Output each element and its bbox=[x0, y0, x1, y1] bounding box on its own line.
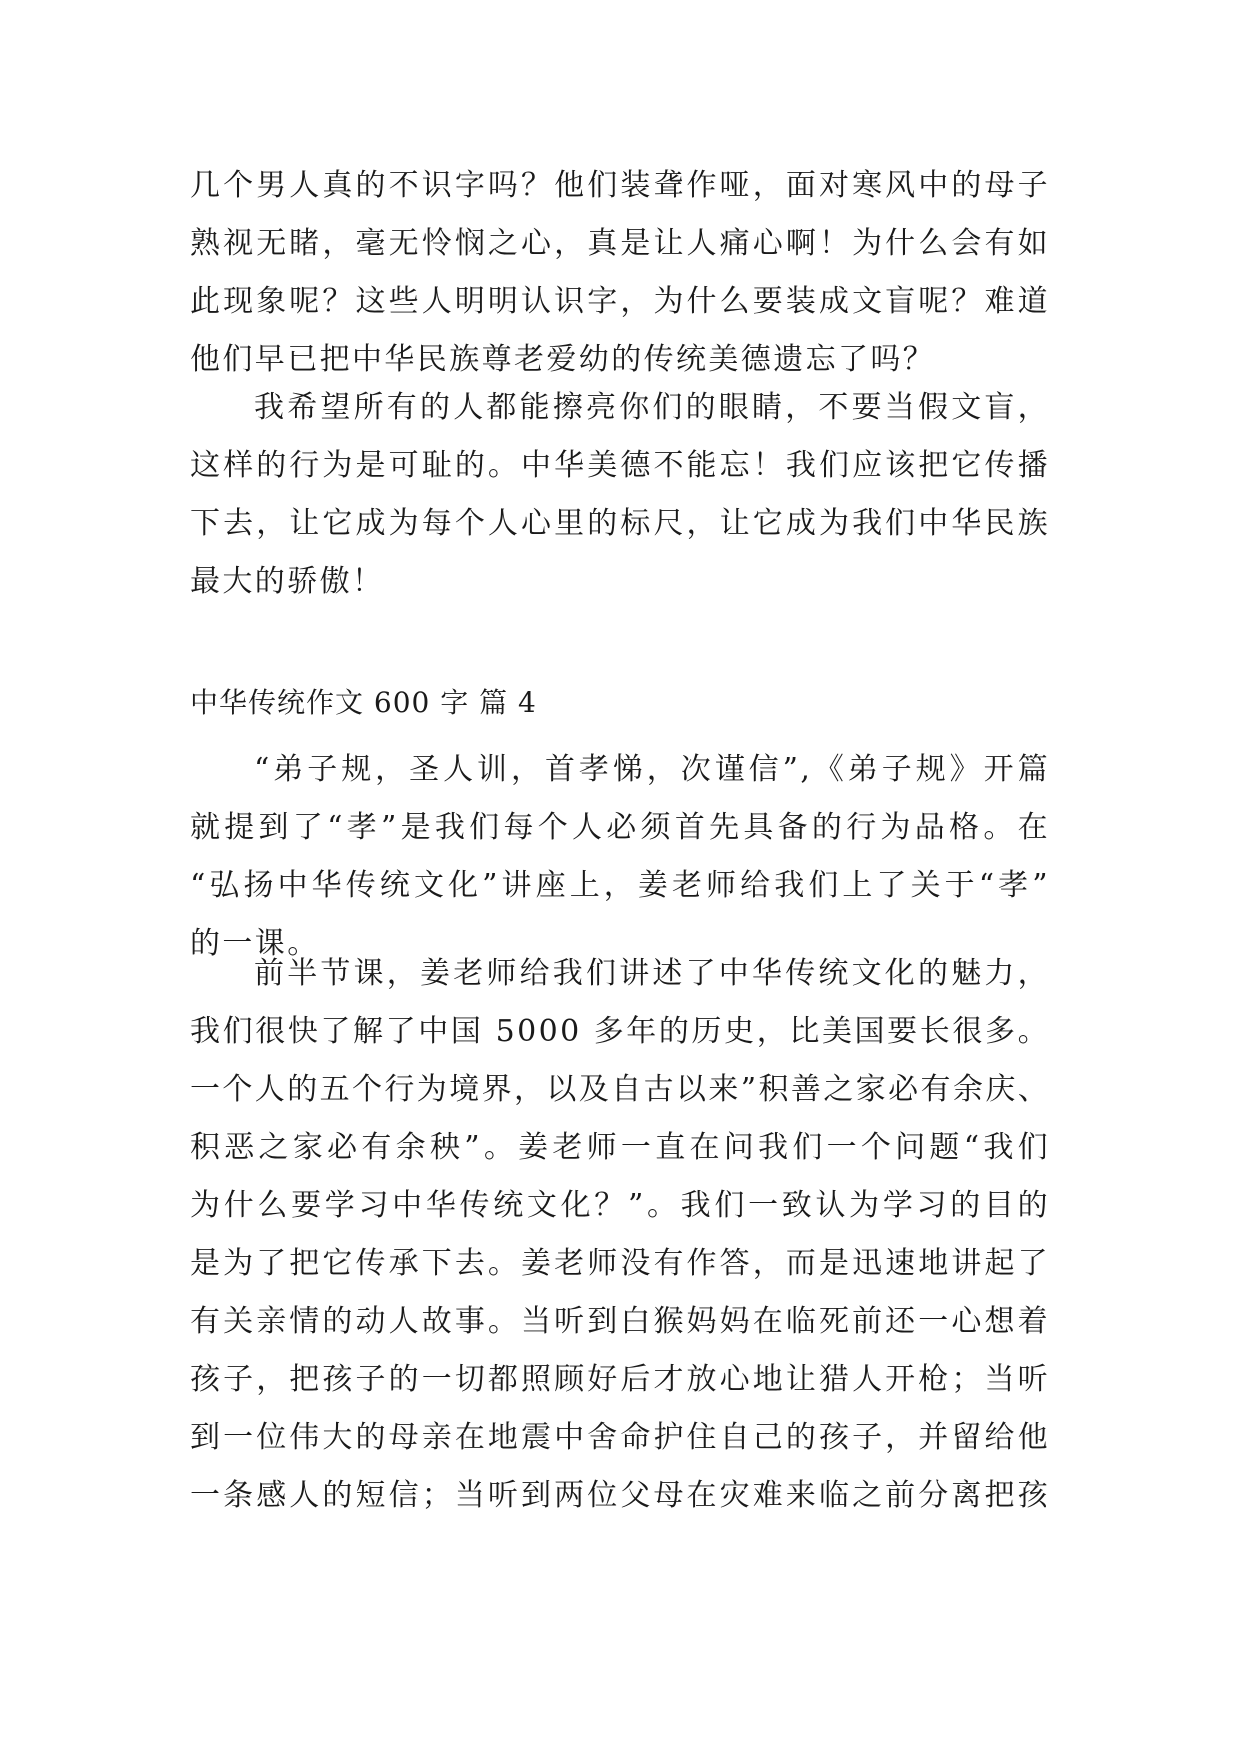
paragraph-line: 几个男人真的不识字吗？他们装聋作哑，面对寒风中的母子 bbox=[190, 168, 1050, 203]
paragraph-line: 到一位伟大的母亲在地震中舍命护住自己的孩子，并留给他 bbox=[190, 1420, 1050, 1455]
paragraph-line: 前半节课，姜老师给我们讲述了中华传统文化的魅力， bbox=[254, 956, 1050, 991]
paragraph-line: 最大的骄傲！ bbox=[190, 564, 385, 599]
paragraph-line: 是为了把它传承下去。姜老师没有作答，而是迅速地讲起了 bbox=[190, 1246, 1050, 1281]
paragraph-line: “弘扬中华传统文化”讲座上，姜老师给我们上了关于“孝” bbox=[190, 868, 1050, 903]
paragraph-line: 就提到了“孝”是我们每个人必须首先具备的行为品格。在 bbox=[190, 810, 1050, 845]
paragraph-line: 我们很快了解了中国 5000 多年的历史，比美国要长很多。 bbox=[190, 1014, 1050, 1049]
paragraph-1 bbox=[190, 157, 1050, 389]
paragraph-3 bbox=[190, 741, 1050, 973]
paragraph-line: 下去，让它成为每个人心里的标尺，让它成为我们中华民族 bbox=[190, 506, 1050, 541]
paragraph-line: 熟视无睹，毫无怜悯之心，真是让人痛心啊！为什么会有如 bbox=[190, 226, 1050, 261]
paragraph-line: 一个人的五个行为境界，以及自古以来”积善之家必有余庆、 bbox=[190, 1072, 1051, 1107]
paragraph-line: 我希望所有的人都能擦亮你们的眼睛，不要当假文盲， bbox=[254, 390, 1050, 425]
paragraph-line: 孩子，把孩子的一切都照顾好后才放心地让猎人开枪；当听 bbox=[190, 1362, 1050, 1397]
paragraph-line: “弟子规，圣人训，首孝悌，次谨信”,《弟子规》开篇 bbox=[254, 752, 1050, 787]
paragraph-line: 这样的行为是可耻的。中华美德不能忘！我们应该把它传播 bbox=[190, 448, 1050, 483]
paragraph-line: 此现象呢？这些人明明认识字，为什么要装成文盲呢？难道 bbox=[190, 284, 1050, 319]
paragraph-line: 他们早已把中华民族尊老爱幼的传统美德遗忘了吗？ bbox=[190, 342, 936, 377]
section-heading: 中华传统作文 600 字 篇 4 bbox=[190, 686, 537, 719]
paragraph-line: 有关亲情的动人故事。当听到白猴妈妈在临死前还一心想着 bbox=[190, 1304, 1050, 1339]
paragraph-2 bbox=[190, 379, 1050, 611]
paragraph-line: 积恶之家必有余秧”。姜老师一直在问我们一个问题“我们 bbox=[190, 1130, 1050, 1165]
paragraph-line: 的一课。 bbox=[190, 926, 320, 961]
paragraph-line: 一条感人的短信；当听到两位父母在灾难来临之前分离把孩 bbox=[190, 1478, 1050, 1513]
paragraph-4 bbox=[190, 945, 1050, 1525]
paragraph-line: 为什么要学习中华传统文化？”。我们一致认为学习的目的 bbox=[190, 1188, 1050, 1223]
